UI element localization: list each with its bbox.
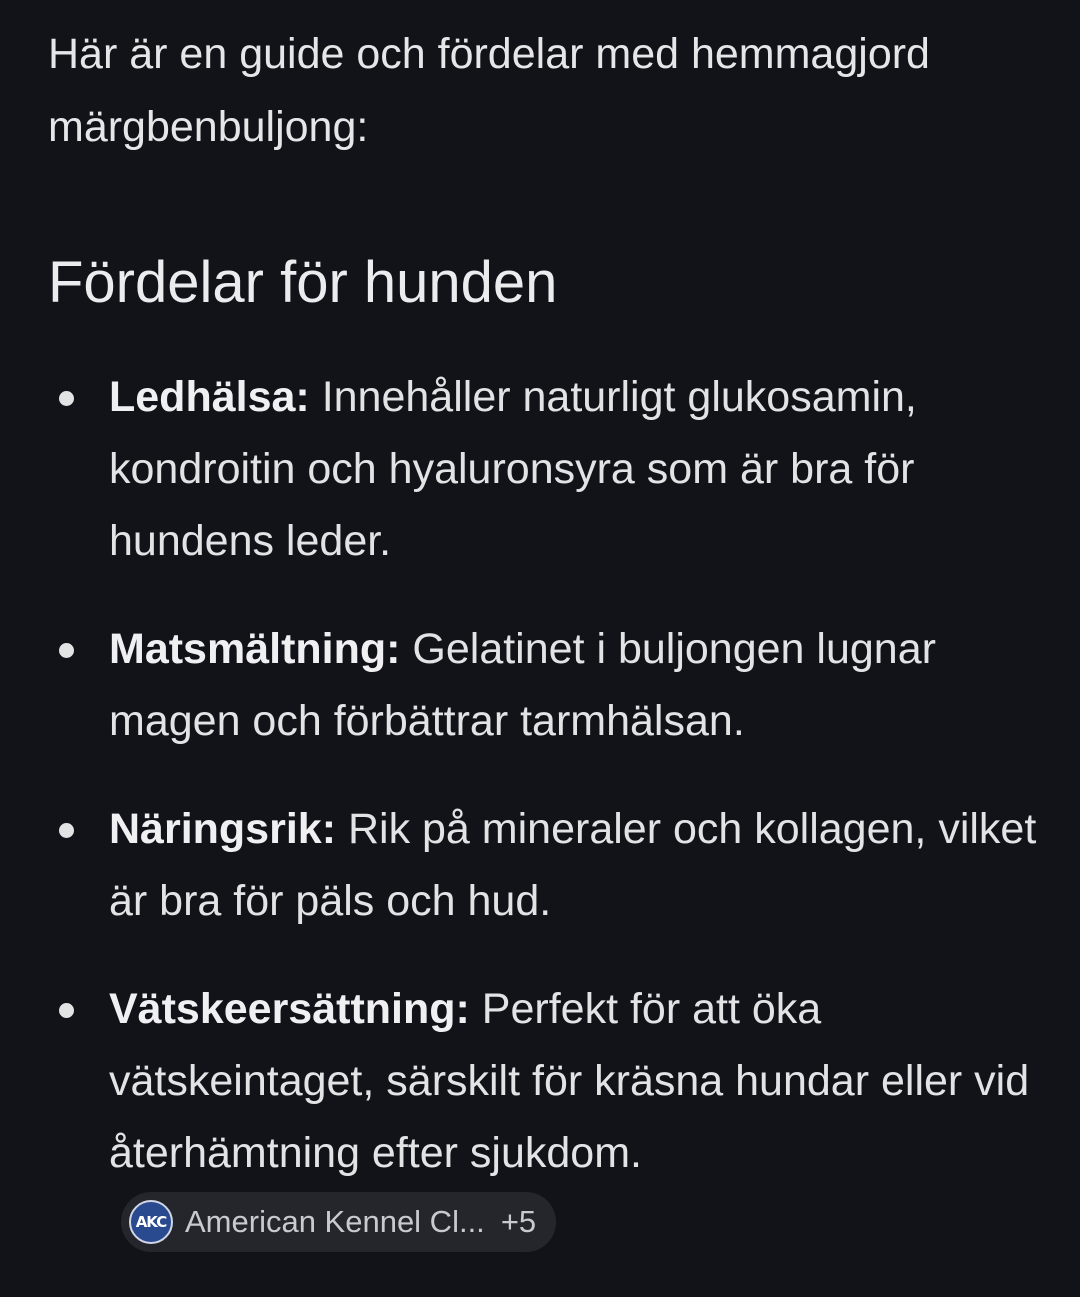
source-chip[interactable] (121, 1192, 556, 1252)
list-item (48, 793, 1048, 937)
list-item (48, 613, 1048, 757)
benefit-term: Näringsrik: (109, 805, 337, 853)
bullet-icon (59, 391, 74, 406)
bullet-icon (59, 1003, 74, 1018)
section-heading: Fördelar för hunden (48, 250, 558, 315)
intro-text: Här är en guide och fördelar med hemmagjord märgbenbuljong: (48, 30, 930, 151)
benefit-term: Ledhälsa: (109, 373, 310, 421)
akc-logo-icon: AKC (129, 1200, 173, 1244)
benefit-text: Perfekt för att öka vätskeintaget, särskilt för kräsna hundar eller vid återhämtning efter sjukdom. (109, 985, 1030, 1177)
benefit-text: Gelatinet i buljongen lugnar magen och förbättrar tarmhälsan. (109, 625, 936, 745)
source-name: American Kennel Cl... (185, 1203, 485, 1239)
bullet-icon (59, 643, 74, 658)
list-item (48, 973, 1048, 1261)
benefits-list (48, 361, 1048, 1261)
response-content (48, 18, 1048, 1297)
benefit-text: Innehåller naturligt glukosamin, kondroitin och hyaluronsyra som är bra för hundens leder. (109, 373, 917, 565)
source-count: +5 (500, 1203, 537, 1239)
benefit-term: Matsmältning: (109, 625, 401, 673)
bullet-icon (59, 823, 74, 838)
benefit-text: Rik på mineraler och kollagen, vilket är bra för päls och hud. (109, 805, 1037, 925)
benefit-term: Vätskeersättning: (109, 985, 470, 1033)
list-item (48, 361, 1048, 577)
